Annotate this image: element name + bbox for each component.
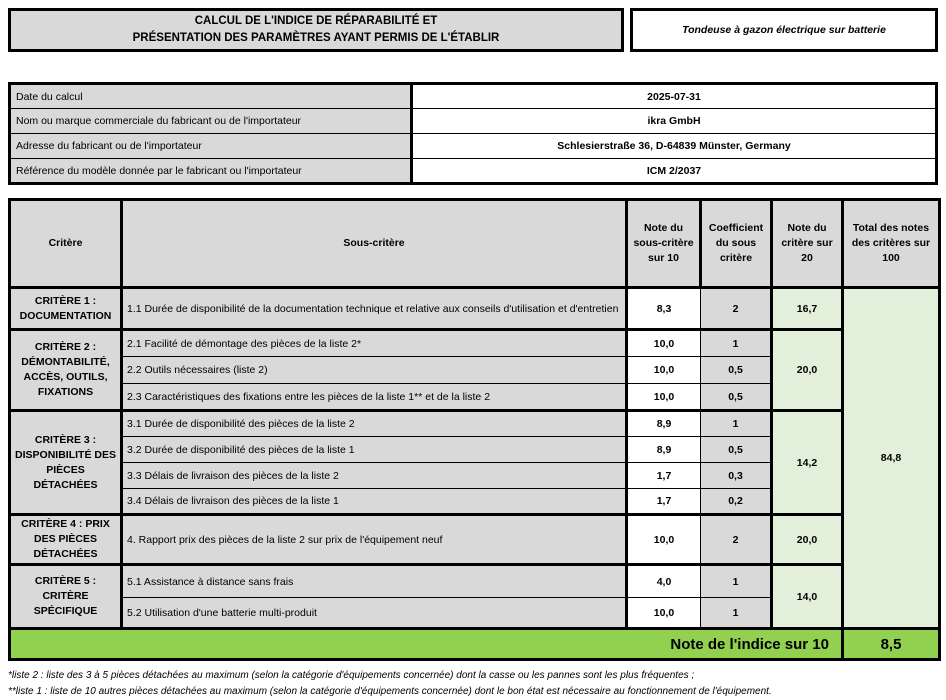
criterion-5-label: CRITÈRE 5 : CRITÈRE SPÉCIFIQUE [10, 565, 122, 629]
subcriterion-3-4-coeff: 0,2 [701, 489, 772, 515]
subcriterion-3-3-note10: 1,7 [627, 463, 701, 489]
info-value-model: ICM 2/2037 [412, 159, 937, 184]
subcriterion-3-1-label: 3.1 Durée de disponibilité des pièces de la liste 2 [122, 411, 627, 437]
subcriterion-2-3-note10: 10,0 [627, 384, 701, 411]
subcriterion-5-2-coeff: 1 [701, 598, 772, 629]
subcriterion-1-1-note10: 8,3 [627, 288, 701, 330]
subcriterion-1-1-label: 1.1 Durée de disponibilité de la documentation technique et relative aux conseils d'utilisation et d'entretien [122, 288, 627, 330]
subcriterion-4-coeff: 2 [701, 515, 772, 565]
subcriterion-4-note10: 10,0 [627, 515, 701, 565]
subcriterion-3-2-coeff: 0,5 [701, 437, 772, 463]
criteria-table-header-row [10, 200, 940, 288]
subcriterion-3-4-note10: 1,7 [627, 489, 701, 515]
final-score-row [10, 629, 940, 660]
document-title-line1: CALCUL DE L'INDICE DE RÉPARABILITÉ ET [194, 15, 438, 27]
table-row [10, 565, 940, 598]
criterion-3-label: CRITÈRE 3 : DISPONIBILITÉ DES PIÈCES DÉTACHÉES [10, 411, 122, 515]
criterion-5-note20: 14,0 [772, 565, 843, 629]
info-label-date: Date du calcul [10, 84, 412, 109]
product-category-label: Tondeuse à gazon électrique sur batterie [682, 24, 886, 36]
col-header-note-sous-critere: Note du sous-critère sur 10 [627, 200, 701, 288]
criterion-3-note20: 14,2 [772, 411, 843, 515]
subcriterion-5-1-coeff: 1 [701, 565, 772, 598]
subcriterion-2-3-coeff: 0,5 [701, 384, 772, 411]
subcriterion-3-2-note10: 8,9 [627, 437, 701, 463]
subcriterion-2-3-label: 2.3 Caractéristiques des fixations entre les pièces de la liste 1** et de la liste 2 [122, 384, 627, 411]
final-score-label: Note de l'indice sur 10 [10, 629, 843, 660]
table-row [10, 411, 940, 437]
footnote-liste-1: **liste 1 : liste de 10 autres pièces détachées au maximum (selon la catégorie d'équipements concernée) dont le bon état est nécessaire au fonctionnement de l'équipement. [8, 686, 772, 697]
subcriterion-5-1-label: 5.1 Assistance à distance sans frais [122, 565, 627, 598]
subcriterion-2-2-note10: 10,0 [627, 357, 701, 384]
subcriterion-5-2-label: 5.2 Utilisation d'une batterie multi-produit [122, 598, 627, 629]
info-value-address: Schlesierstraße 36, D-64839 Münster, Germany [412, 134, 937, 159]
document-header [8, 8, 938, 52]
document-title [8, 8, 624, 52]
criterion-4-note20: 20,0 [772, 515, 843, 565]
document-title-line2: PRÉSENTATION DES PARAMÈTRES AYANT PERMIS DE L'ÉTABLIR [132, 32, 500, 44]
info-label-address: Adresse du fabricant ou de l'importateur [10, 134, 412, 159]
subcriterion-5-1-note10: 4,0 [627, 565, 701, 598]
info-row-brand [10, 109, 937, 134]
subcriterion-3-3-label: 3.3 Délais de livraison des pièces de la liste 2 [122, 463, 627, 489]
subcriterion-3-3-coeff: 0,3 [701, 463, 772, 489]
col-header-critere: Critère [10, 200, 122, 288]
info-label-brand: Nom ou marque commerciale du fabricant ou de l'importateur [10, 109, 412, 134]
col-header-total: Total des notes des critères sur 100 [843, 200, 940, 288]
table-row [10, 330, 940, 357]
col-header-sous-critere: Sous-critère [122, 200, 627, 288]
subcriterion-1-1-coeff: 2 [701, 288, 772, 330]
col-header-note-critere: Note du critère sur 20 [772, 200, 843, 288]
subcriterion-2-2-label: 2.2 Outils nécessaires (liste 2) [122, 357, 627, 384]
table-row [10, 288, 940, 330]
total-notes-sur-100: 84,8 [843, 288, 940, 629]
criterion-1-note20: 16,7 [772, 288, 843, 330]
subcriterion-2-1-note10: 10,0 [627, 330, 701, 357]
subcriterion-2-2-coeff: 0,5 [701, 357, 772, 384]
info-row-model [10, 159, 937, 184]
subcriterion-5-2-note10: 10,0 [627, 598, 701, 629]
info-value-brand: ikra GmbH [412, 109, 937, 134]
criteria-table [8, 198, 941, 661]
subcriterion-2-1-coeff: 1 [701, 330, 772, 357]
subcriterion-3-2-label: 3.2 Durée de disponibilité des pièces de la liste 1 [122, 437, 627, 463]
subcriterion-2-1-label: 2.1 Facilité de démontage des pièces de la liste 2* [122, 330, 627, 357]
info-label-model: Référence du modèle donnée par le fabricant ou l'importateur [10, 159, 412, 184]
info-row-address [10, 134, 937, 159]
manufacturer-info-table [8, 82, 938, 185]
info-value-date: 2025-07-31 [412, 84, 937, 109]
criterion-4-label: CRITÈRE 4 : PRIX DES PIÈCES DÉTACHÉES [10, 515, 122, 565]
criterion-2-note20: 20,0 [772, 330, 843, 411]
col-header-coefficient: Coefficient du sous critère [701, 200, 772, 288]
subcriterion-3-1-note10: 8,9 [627, 411, 701, 437]
final-score-value: 8,5 [843, 629, 940, 660]
subcriterion-4-label: 4. Rapport prix des pièces de la liste 2 sur prix de l'équipement neuf [122, 515, 627, 565]
info-row-date [10, 84, 937, 109]
subcriterion-3-4-label: 3.4 Délais de livraison des pièces de la liste 1 [122, 489, 627, 515]
footnotes [8, 668, 938, 700]
criterion-2-label: CRITÈRE 2 : DÉMONTABILITÉ, ACCÈS, OUTILS, FIXATIONS [10, 330, 122, 411]
product-category-box [630, 8, 938, 52]
criterion-1-label: CRITÈRE 1 : DOCUMENTATION [10, 288, 122, 330]
subcriterion-3-1-coeff: 1 [701, 411, 772, 437]
table-row [10, 515, 940, 565]
footnote-liste-2: *liste 2 : liste des 3 à 5 pièces détachées au maximum (selon la catégorie d'équipements concernée) dont la casse ou les pannes sont les plus fréquentes ; [8, 670, 695, 681]
